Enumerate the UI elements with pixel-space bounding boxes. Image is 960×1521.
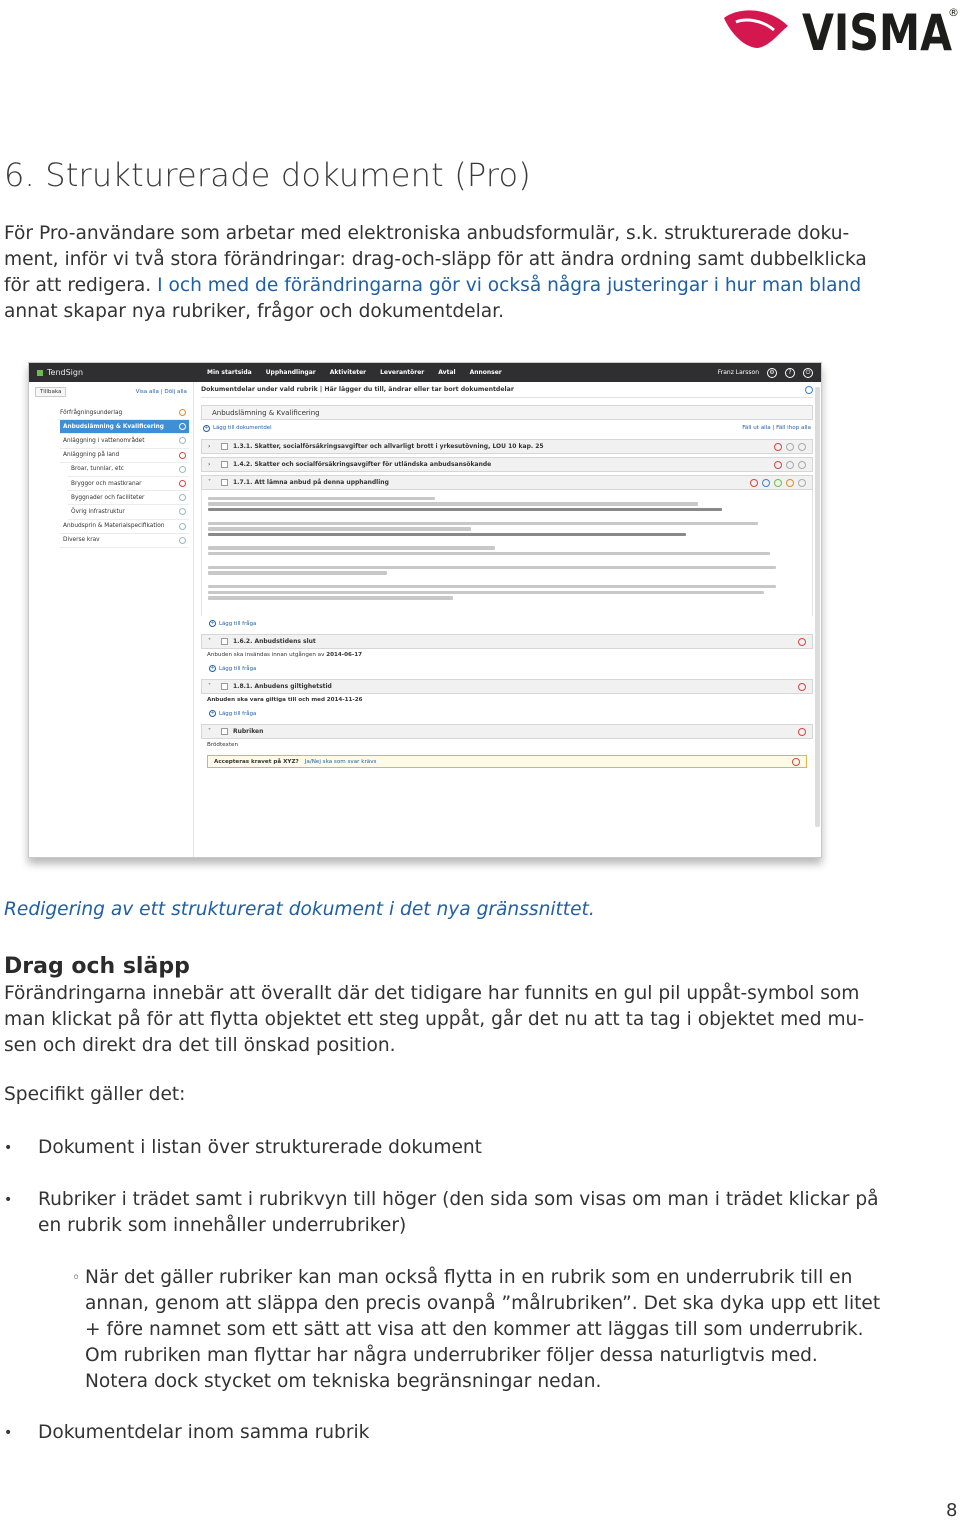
tree-item-label: Byggnader och faciliteter — [71, 494, 145, 501]
doc-part-body: Anbuden ska insändas innan utgången av 2014-06-17 — [207, 652, 362, 659]
check-icon — [774, 479, 782, 487]
doc-part-row[interactable]: › 1.4.2. Skatter och socialförsäkringsavgifter för utländska anbudsansökande — [201, 457, 813, 472]
checkbox[interactable] — [221, 683, 228, 690]
delete-icon — [798, 479, 806, 487]
nav-item[interactable]: Annonser — [469, 369, 502, 376]
status-icon — [179, 494, 186, 501]
breadcrumb-text: Dokumentdelar under vald rubrik | Här lägger du till, ändrar eller tar bort dokumentdelar — [201, 386, 514, 393]
tree-item[interactable] — [60, 434, 189, 448]
intro-line: ment, inför vi två stora förändringar: drag-och-släpp för att ändra ordning samt dubbelklicka — [4, 249, 867, 270]
add-doc-part-button[interactable]: + Lägg till dokumentdel — [204, 424, 272, 431]
doc-part-row[interactable]: › 1.3.1. Skatter, socialförsäkringsavgifter och allvarligt brott i yrkesutövning, LOU 10 kap. 25 — [201, 439, 813, 454]
question-box[interactable]: Accepteras kravet på XYZ? Ja/Nej ska som svar krävs — [207, 755, 807, 768]
para-line: Förändringarna innebär att överallt där det tidigare har funnits en gul pil uppåt-symbol som — [4, 983, 860, 1004]
scrollbar[interactable] — [815, 387, 820, 827]
sub-list-item: ◦ När det gäller rubriker kan man också flytta in en rubrik som en underrubrik till en annan, genom att släppa den precis ovanpå ”målrubriken”. Det ska dyka upp ett litet + före namnet som ett sätt att visa att den kommer att läggas till som underrubrik. Om rubriken man flyttar har några underrubriker följer dessa naturligtvis med. Notera dock stycket om tekniska begränsningar nedan. — [72, 1267, 881, 1392]
help-icon[interactable] — [805, 386, 813, 394]
nav-item[interactable]: Aktiviteter — [329, 369, 367, 376]
bullet-icon: • — [4, 1192, 13, 1208]
user-name[interactable]: Franz Larsson — [717, 369, 759, 376]
doc-part-row[interactable]: ˅ Rubriken — [201, 724, 813, 739]
list-intro: Specifikt gäller det: — [4, 1084, 186, 1105]
bullet-icon: • — [4, 1140, 13, 1156]
tree-item[interactable] — [60, 449, 189, 463]
nav-item[interactable]: Upphandlingar — [265, 369, 316, 376]
list-item: • Rubriker i trädet samt i rubrikvyn till höger (den sida som visas om man i trädet klickar på en rubrik som innehåller underrubriker) — [4, 1189, 879, 1236]
tree-item-label: Diverse krav — [63, 537, 100, 544]
toggle-all-links[interactable]: Fäll ut alla | Fäll ihop alla — [742, 425, 811, 431]
heading-tree — [29, 402, 193, 548]
bullet-icon: • — [4, 1425, 13, 1441]
intro-highlight: I och med de förändringarna gör vi också några justeringar i hur man bland — [157, 275, 862, 296]
doc-part-body: Brödtexten — [207, 742, 239, 749]
app-brand: TendSign — [37, 368, 207, 377]
tree-item[interactable] — [68, 477, 189, 491]
edit-icon — [786, 461, 794, 469]
checkbox[interactable] — [221, 638, 228, 645]
checkbox[interactable] — [221, 479, 228, 486]
doc-part-row[interactable]: ˅ 1.6.2. Anbudstidens slut — [201, 634, 813, 649]
warning-icon — [798, 728, 806, 736]
delete-icon — [798, 461, 806, 469]
tree-item[interactable] — [60, 534, 189, 548]
tree-item-label: Förfrågningsunderlag — [60, 409, 123, 416]
add-question-button[interactable]: + Lägg till fråga — [210, 710, 257, 717]
warning-icon — [798, 683, 806, 691]
edit-icon — [786, 443, 794, 451]
list-item: • Dokumentdelar inom samma rubrik — [38, 1420, 369, 1446]
status-icon — [179, 452, 186, 459]
chevron-down-icon: ˅ — [208, 479, 211, 486]
app-screenshot — [28, 362, 822, 858]
nav-item[interactable]: Avtal — [438, 369, 456, 376]
nav-item[interactable]: Leverantörer — [380, 369, 425, 376]
visma-logo — [722, 4, 960, 52]
intro-text: för att redigera. — [4, 275, 158, 296]
figure-caption: Redigering av ett strukturerat dokument i det nya gränssnittet. — [4, 899, 595, 920]
tree-item-label: Anläggning i vattenområdet — [63, 437, 145, 444]
doc-parts-panel — [201, 382, 813, 857]
tree-item-label: Anläggning på land — [63, 452, 120, 459]
warning-icon — [798, 638, 806, 646]
breadcrumb — [201, 382, 813, 398]
app-nav — [207, 369, 502, 376]
status-icon — [179, 466, 186, 473]
app-topnav — [29, 363, 821, 382]
brand-icon — [37, 370, 43, 376]
chevron-right-icon: › — [208, 443, 211, 450]
doc-part-row[interactable]: ˅ 1.8.1. Anbudens giltighetstid — [201, 679, 813, 694]
warning-icon — [774, 461, 782, 469]
tree-item[interactable] — [68, 505, 189, 519]
status-icon — [179, 480, 186, 487]
status-icon — [179, 409, 186, 416]
plus-icon: + — [204, 424, 209, 431]
back-button[interactable]: Tillbaka — [35, 387, 66, 397]
checkbox[interactable] — [221, 461, 228, 468]
status-icon — [179, 423, 186, 430]
status-icon — [179, 437, 186, 444]
circle-bullet-icon: ◦ — [72, 1270, 81, 1286]
doc-part-body: Anbuden ska vara giltiga till och med 2014-11-26 — [207, 697, 363, 704]
warning-icon — [774, 443, 782, 451]
checkbox[interactable] — [221, 443, 228, 450]
show-hide-links[interactable]: Visa alla | Dölj alla — [135, 389, 187, 395]
body-paragraph — [4, 981, 884, 1059]
plus-icon: + — [210, 665, 215, 672]
tree-item-label: Anbudsprin & Materialspecifikation — [63, 523, 165, 530]
checkbox[interactable] — [221, 728, 228, 735]
page-number: 8 — [946, 1500, 958, 1521]
tree-item[interactable] — [60, 420, 189, 434]
heading-title: Anbudslämning & Kvalificering — [201, 405, 813, 420]
tree-item-label: Bryggor och mastkranar — [71, 480, 142, 487]
copy-icon — [786, 479, 794, 487]
tree-sidebar — [29, 382, 194, 857]
chevron-down-icon: ˅ — [208, 728, 211, 736]
status-icon — [179, 523, 186, 530]
intro-line: För Pro-användare som arbetar med elektroniska anbudsformulär, s.k. strukturerade doku- — [4, 223, 850, 244]
list-item: • Dokument i listan över strukturerade dokument — [38, 1135, 482, 1161]
add-question-button[interactable]: + Lägg till fråga — [210, 620, 257, 627]
app-user-area — [718, 368, 813, 378]
tree-item[interactable] — [68, 463, 189, 477]
para-line: sen och direkt dra det till önskad position. — [4, 1035, 396, 1056]
status-icon — [179, 537, 186, 544]
doc-part-row[interactable]: ˅ 1.7.1. Att lämna anbud på denna upphandling — [201, 475, 813, 490]
warning-icon — [750, 479, 758, 487]
intro-paragraph — [4, 221, 874, 325]
settings-icon[interactable]: ⚙ — [767, 368, 777, 378]
chevron-down-icon: ˅ — [208, 683, 211, 691]
tree-item-label: Broar, tunnlar, etc — [71, 466, 124, 473]
delete-icon — [798, 443, 806, 451]
tree-item-label: Övrig infrastruktur — [71, 508, 125, 515]
intro-line — [4, 273, 874, 299]
logo-wordmark: VISMA — [802, 4, 953, 52]
tree-item[interactable] — [60, 520, 189, 534]
tree-item-label: Anbudslämning & Kvalificering — [63, 423, 164, 430]
logo-registered: ® — [948, 6, 959, 19]
tree-item[interactable] — [68, 491, 189, 505]
chevron-down-icon: ˅ — [208, 638, 211, 646]
power-icon[interactable]: ⏻ — [803, 368, 813, 378]
info-icon — [762, 479, 770, 487]
intro-line: annat skapar nya rubriker, frågor och dokumentdelar. — [4, 301, 505, 322]
add-question-button[interactable]: + Lägg till fråga — [210, 665, 257, 672]
section-title: 6. Strukturerade dokument (Pro) — [4, 156, 531, 194]
subheading: Drag och släpp — [4, 954, 190, 979]
plus-icon: + — [210, 620, 215, 627]
chevron-right-icon: › — [208, 461, 211, 468]
nav-item[interactable]: Min startsida — [207, 369, 252, 376]
doc-part-body — [201, 490, 813, 616]
tree-item[interactable] — [57, 406, 189, 420]
status-icon — [179, 508, 186, 515]
plus-icon: + — [210, 710, 215, 717]
para-line: man klickat på för att flytta objektet ett steg uppåt, går det nu att ta tag i objektet med mu- — [4, 1009, 865, 1030]
help-icon[interactable]: ? — [785, 368, 795, 378]
warning-icon — [792, 758, 800, 766]
